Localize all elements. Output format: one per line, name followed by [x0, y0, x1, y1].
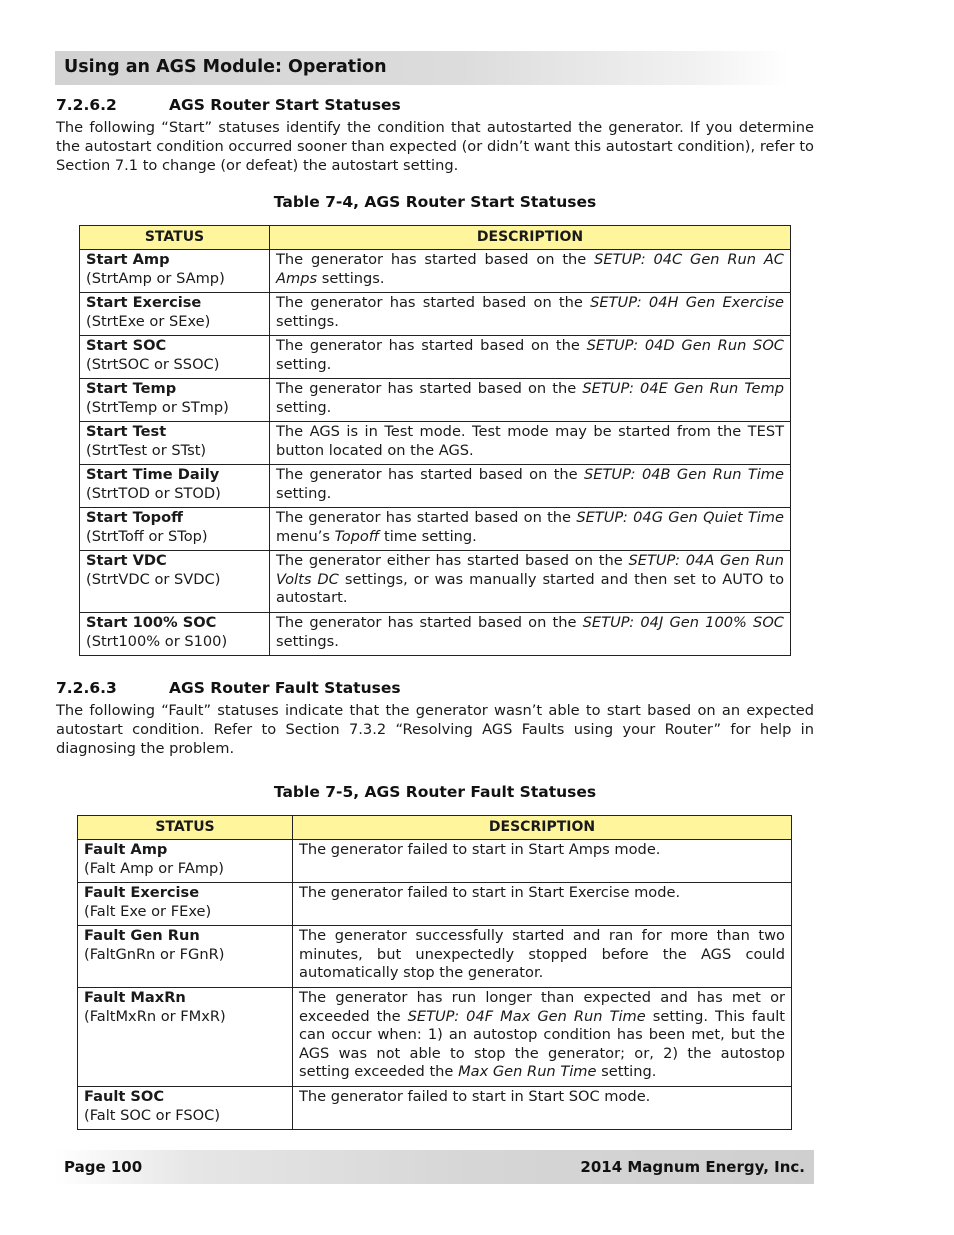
description-cell [293, 1087, 792, 1130]
status-cell [78, 883, 293, 926]
description-text: The generator has started based on the [276, 251, 595, 268]
header-title: Using an AGS Module: Operation [64, 57, 387, 77]
status-cell [78, 1087, 293, 1130]
status-cell [80, 422, 270, 465]
description-text: menu’s [276, 527, 335, 545]
status-code: (StrtTest or STst) [86, 441, 207, 459]
setting-reference: SETUP: 04G Gen Quiet Time [576, 509, 785, 526]
section-title: AGS Router Fault Statuses [169, 679, 401, 697]
setting-reference: Topoff [334, 527, 380, 545]
column-header-description: DESCRIPTION [270, 226, 791, 250]
page-number: Page 100 [64, 1158, 143, 1176]
table-header-row [78, 816, 792, 840]
section-paragraph: The following “Start” statuses identify the condition that autostarted the generator. If you determine the autostart condition occurred sooner than expected (or didn’t want this autostart condition), refer to Section 7.1 to change (or defeat) the autostart setting. [56, 119, 814, 174]
description-cell [270, 508, 791, 551]
status-cell [80, 250, 270, 293]
description-text: The generator has started based on the [276, 509, 577, 526]
page-footer [55, 1150, 814, 1184]
column-header-description: DESCRIPTION [293, 816, 792, 840]
table-title-fault-statuses: Table 7-5, AGS Router Fault Statuses [273, 783, 597, 801]
status-name: Start Exercise [86, 294, 202, 311]
start-statuses-table [79, 225, 791, 656]
status-name: Start Test [86, 423, 167, 440]
setting-reference: Max Gen Run Time [458, 1063, 597, 1080]
status-name: Start Amp [86, 251, 170, 268]
description-cell [270, 293, 791, 336]
description-text: The generator either has started based on the [276, 552, 629, 569]
table-row [78, 840, 792, 883]
description-cell [270, 336, 791, 379]
status-code: (StrtTemp or STmp) [86, 398, 229, 416]
setting-reference: SETUP: 04A Gen Run Volts DC [276, 552, 784, 588]
status-code: (StrtToff or STop) [86, 527, 208, 545]
section-number: 7.2.6.3 [56, 679, 117, 697]
status-code: (FaltGnRn or FGnR) [84, 945, 225, 963]
status-name: Fault SOC [84, 1088, 165, 1105]
status-code: (Falt SOC or FSOC) [84, 1106, 221, 1124]
setting-reference: SETUP: 04J Gen 100% SOC [582, 614, 785, 631]
section-title: AGS Router Start Statuses [169, 96, 401, 114]
status-name: Start Time Daily [86, 466, 220, 483]
table-row [80, 613, 791, 656]
setting-reference: SETUP: 04E Gen Run Temp [582, 380, 784, 397]
description-cell [270, 379, 791, 422]
description-text: settings. [276, 312, 339, 330]
section-paragraph: The following “Fault” statuses indicate that the generator wasn’t able to start based on an expected autostart condition. Refer to Section 7.3.2 “Resolving AGS Faults using your Router” for help in diagnosing the problem. [56, 702, 814, 757]
status-name: Fault MaxRn [84, 989, 186, 1006]
description-cell [293, 988, 792, 1087]
status-code: (StrtTOD or STOD) [86, 484, 221, 502]
description-text: settings. [276, 632, 339, 650]
description-text: The generator has started based on the [276, 380, 583, 397]
description-cell [293, 883, 792, 926]
description-text: setting. [276, 484, 332, 502]
status-code: (StrtVDC or SVDC) [86, 570, 221, 588]
status-name: Start Temp [86, 380, 177, 397]
setting-reference: SETUP: 04C Gen Run AC Amps [276, 251, 784, 287]
setting-reference: SETUP: 04B Gen Run Time [584, 466, 784, 483]
status-cell [80, 613, 270, 656]
setting-reference: SETUP: 04D Gen Run SOC [586, 337, 784, 354]
table-row [80, 293, 791, 336]
description-text: The generator failed to start in Start SOC mode. [299, 1088, 651, 1105]
status-cell [78, 926, 293, 988]
table-row [80, 465, 791, 508]
status-cell [80, 508, 270, 551]
description-cell [270, 250, 791, 293]
description-text: setting. [276, 355, 332, 373]
status-name: Start 100% SOC [86, 614, 217, 631]
section-heading-start-statuses [56, 96, 401, 114]
description-text: The generator has started based on the [276, 466, 585, 483]
status-code: (FaltMxRn or FMxR) [84, 1007, 226, 1025]
status-name: Fault Exercise [84, 884, 200, 901]
status-code: (Strt100% or S100) [86, 632, 228, 650]
status-code: (StrtAmp or SAmp) [86, 269, 225, 287]
description-text: time setting. [379, 527, 477, 545]
fault-statuses-table [77, 815, 792, 1130]
section-heading-fault-statuses [56, 679, 401, 697]
status-code: (Falt Exe or FExe) [84, 902, 212, 920]
setting-reference: SETUP: 04H Gen Exercise [590, 294, 784, 311]
section-number: 7.2.6.2 [56, 96, 117, 114]
table-header-row [80, 226, 791, 250]
description-text: The generator has started based on the [276, 294, 591, 311]
column-header-status: STATUS [80, 226, 270, 250]
description-text: The generator successfully started and ran for more than two minutes, but unexpectedly stopped before the AGS could automatically stop the generator. [299, 927, 785, 981]
status-code: (Falt Amp or FAmp) [84, 859, 224, 877]
status-name: Start Topoff [86, 509, 183, 526]
description-cell [270, 422, 791, 465]
status-cell [80, 465, 270, 508]
description-cell [270, 551, 791, 613]
status-cell [78, 840, 293, 883]
status-name: Fault Gen Run [84, 927, 200, 944]
table-row [78, 883, 792, 926]
table-row [78, 988, 792, 1087]
description-cell [270, 465, 791, 508]
column-header-status: STATUS [78, 816, 293, 840]
description-text: settings, or was manually started and then set to AUTO to autostart. [276, 570, 784, 606]
table-row [80, 250, 791, 293]
table-row [80, 336, 791, 379]
status-name: Start VDC [86, 552, 167, 569]
description-cell [270, 613, 791, 656]
table-row [80, 551, 791, 613]
setting-reference: SETUP: 04F Max Gen Run Time [407, 1007, 646, 1025]
description-text: The generator has started based on the [276, 337, 587, 354]
description-text: The generator has run longer than expected and has met or exceeded the [299, 989, 785, 1025]
status-cell [80, 379, 270, 422]
status-name: Start SOC [86, 337, 167, 354]
table-row [80, 379, 791, 422]
table-row [78, 1087, 792, 1130]
copyright-notice: 2014 Magnum Energy, Inc. [580, 1158, 805, 1176]
description-text: setting. This fault can occur when: 1) an autostop condition has been met, but the AGS was not able to stop the generator; or, 2) the autostop setting exceeded the [299, 1007, 785, 1080]
table-row [80, 508, 791, 551]
page-header [55, 51, 790, 85]
description-text: setting. [276, 398, 332, 416]
status-cell [78, 988, 293, 1087]
description-text: The generator failed to start in Start Exercise mode. [299, 884, 681, 901]
description-cell [293, 840, 792, 883]
description-cell [293, 926, 792, 988]
description-text: setting. [596, 1063, 657, 1080]
description-text: The generator failed to start in Start Amps mode. [299, 841, 661, 858]
table-row [78, 926, 792, 988]
status-cell [80, 336, 270, 379]
status-cell [80, 551, 270, 613]
description-text: settings. [317, 269, 385, 287]
status-code: (StrtSOC or SSOC) [86, 355, 220, 373]
table-title-start-statuses: Table 7-4, AGS Router Start Statuses [273, 193, 597, 211]
description-text: The AGS is in Test mode. Test mode may be started from the TEST button located on the AGS. [276, 423, 784, 459]
description-text: The generator has started based on the [276, 614, 583, 631]
table-row [80, 422, 791, 465]
status-name: Fault Amp [84, 841, 168, 858]
status-code: (StrtExe or SExe) [86, 312, 211, 330]
status-cell [80, 293, 270, 336]
